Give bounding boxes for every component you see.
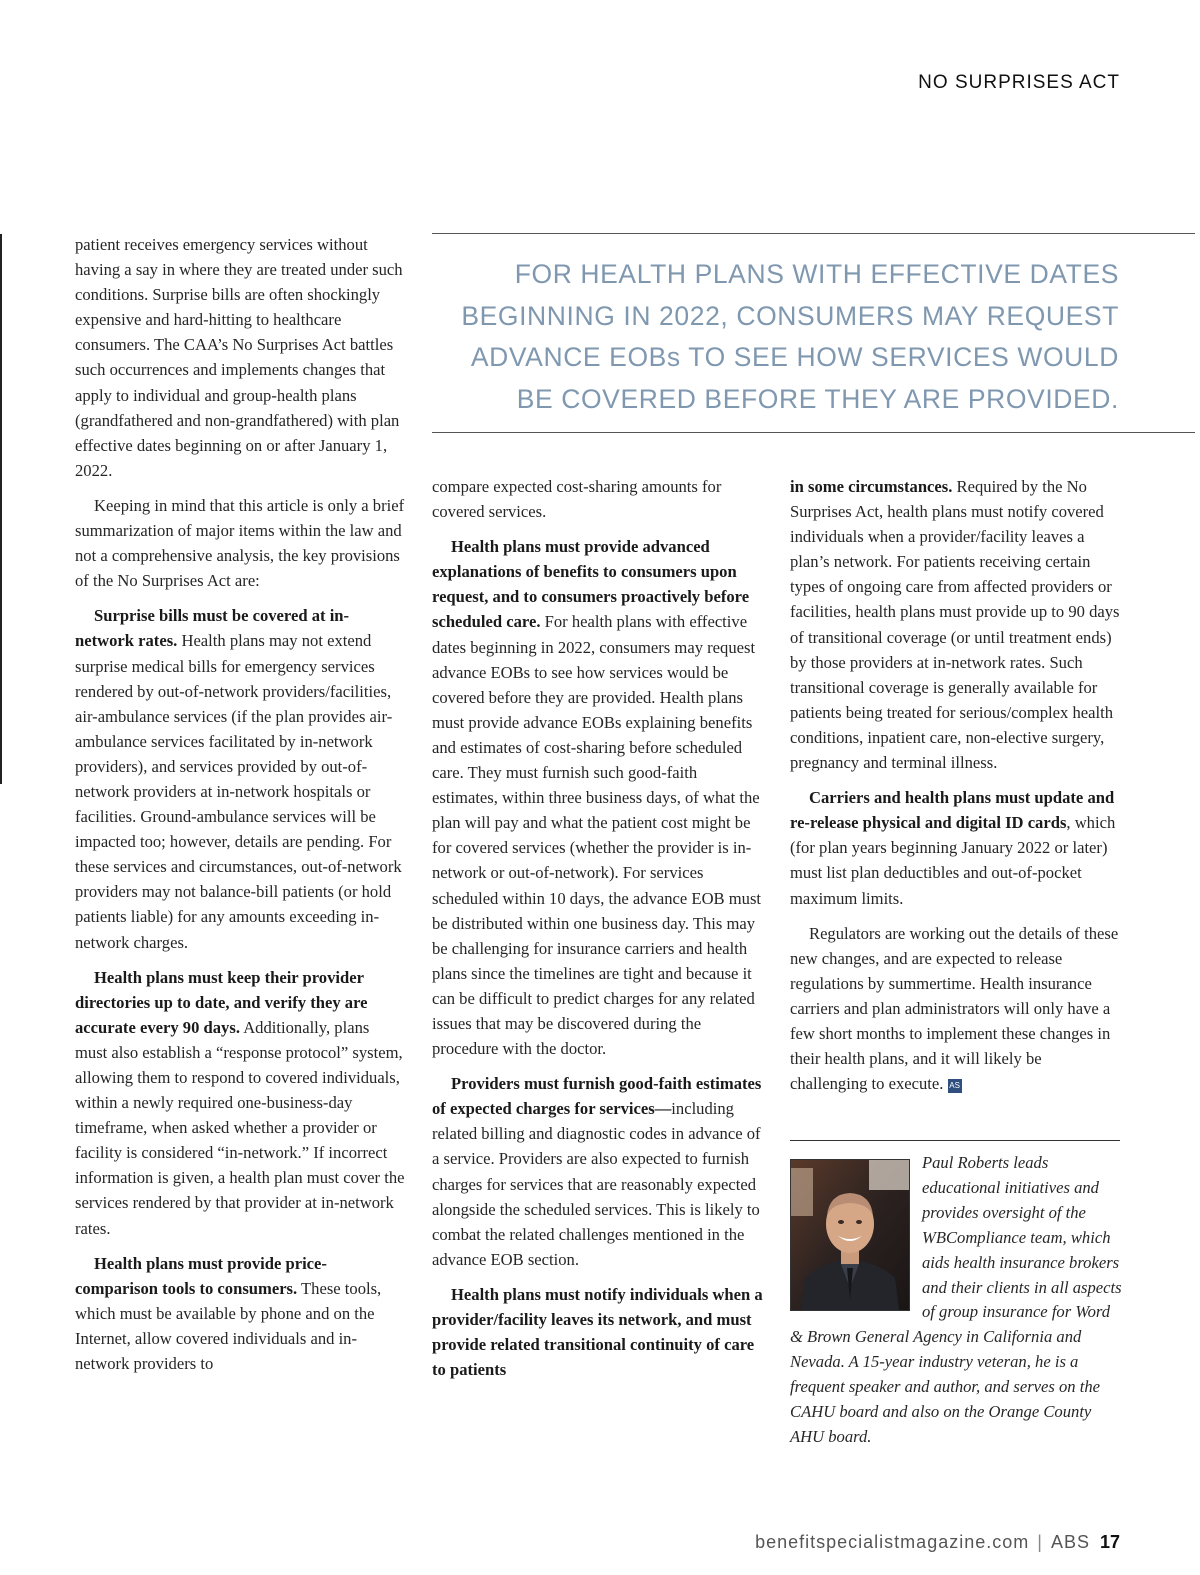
provision-text: Health plans may not extend surprise medical bills for emergency services rendered by out-of-network providers/facilities, air-ambulance services (if the plan provides air-ambulance services facilitated by in-network providers), and services provided by out-of-network providers at in-network hospitals or facilities. Ground-ambulance services will be impacted too; however, details are pending. For these services and circumstances, out-of-network providers may not balance-bill patients (or hold patients liable) for any amounts exceeding in-network charges. — [75, 631, 402, 952]
provision-heading: Health plans must provide price-comparison tools to consumers. — [75, 1253, 327, 1298]
bio-divider — [790, 1140, 1120, 1141]
paragraph — [75, 1251, 405, 1376]
provision-heading: Health plans must notify individuals when a provider/facility leaves its network, and must provide related transitional continuity of care to patients — [432, 1284, 763, 1380]
paragraph — [432, 1282, 764, 1382]
page-footer — [755, 1532, 1120, 1553]
footer-separator: | — [1037, 1532, 1043, 1552]
paragraph — [790, 474, 1122, 775]
footer-publication: ABS — [1050, 1532, 1090, 1552]
paragraph: patient receives emergency services without having a say in where they are treated under such conditions. Surprise bills are often shockingly expensive and hard-hitting to healthcare consumers. The CAA’s No Surprises Act battles such occurrences and implements changes that apply to individual and group-health plans (grandfathered and non-grandfathered) with plan effective dates beginning on or after January 1, 2022. — [75, 235, 403, 480]
paragraph — [75, 965, 405, 1241]
paragraph — [75, 603, 405, 954]
section-label: NO SURPRISES ACT — [918, 72, 1120, 93]
column-1 — [75, 232, 405, 1376]
provision-heading: Providers must furnish good-faith estimates of expected charges for services— — [432, 1074, 762, 1119]
provision-text: Required by the No Surprises Act, health plans must notify covered individuals when a provider/facility leaves a plan’s network. For patients receiving certain types of ongoing care from affected providers or facilities, health plans must provide up to 90 days of transitional coverage (or until treatment ends) by those providers at in-network rates. Such transitional coverage is generally available for patients being treated for serious/complex health conditions, inpatient care, non-elective surgery, pregnancy and terminal illness. — [790, 477, 1120, 773]
provision-heading: in some circumstances. — [790, 477, 953, 496]
footer-site: benefitspecialistmagazine.com — [755, 1532, 1030, 1552]
provision-text: Additionally, plans must also establish a “response protocol” system, allowing them to respond to covered individuals, within a newly required one-business-day timeframe, when asked whether a provider or facility is considered “in-network.” If incorrect information is given, a health plan must cover the services rendered by that provider at in-network rates. — [75, 1017, 405, 1238]
column-3 — [790, 474, 1122, 1096]
paragraph: Keeping in mind that this article is only a brief summarization of major items within the law and not a comprehensive analysis, the key provisions of the No Surprises Act are: — [75, 495, 405, 591]
photo-spacer — [790, 1151, 922, 1325]
provision-text: For health plans with effective dates beginning in 2022, consumers may request advance EOBs to see how services would be covered before they are provided. Health plans must provide advance EOBs explaining benefits and estimates of cost-sharing before scheduled care. They must furnish such good-faith estimates, within three business days, of what the plan will pay and what the patient cost might be for covered services (whether the provider is in-network or out-of-network). For services scheduled within 10 days, the advance EOB must be distributed within one business day. This may be challenging for insurance carriers and health plans since the timelines are tight and because it can be difficult to predict charges for any related issues that may be discovered during the procedure with the doctor. — [432, 612, 762, 1059]
paragraph — [432, 534, 764, 1061]
provision-heading: Carriers and health plans must update and re-release physical and digital ID cards — [790, 788, 1115, 833]
provision-text: including related billing and diagnostic codes in advance of a service. Providers are also expected to furnish charges for services that are reasonably expected alongside the scheduled services. This is likely to combat the related challenges mentioned in the advance EOB section. — [432, 1099, 761, 1269]
conclusion-text: Regulators are working out the details of these new changes, and are expected to release regulations by summertime. Health insurance carriers and plan administrators will only have a few short months to implement these changes in their health plans, and it will likely be challenging to execute. — [790, 923, 1119, 1094]
pull-quote — [432, 233, 1195, 433]
paragraph — [432, 1071, 764, 1272]
paragraph: compare expected cost-sharing amounts for covered services. — [432, 477, 722, 522]
provision-text: These tools, which must be available by phone and on the Internet, allow covered individuals and in-network providers to — [75, 1278, 382, 1374]
provision-text: , which (for plan years beginning January 2022 or later) must list plan deductibles and out-of-pocket maximum limits. — [790, 813, 1116, 908]
paragraph — [790, 785, 1122, 910]
provision-heading: Health plans must provide advanced explanations of benefits to consumers upon request, and to consumers proactively before scheduled care. — [432, 537, 750, 632]
provision-heading: Health plans must keep their provider directories up to date, and verify they are accurate every 90 days. — [75, 967, 368, 1037]
column-2 — [432, 474, 764, 1382]
end-mark-icon: AS — [948, 1079, 962, 1093]
page-number: 17 — [1099, 1532, 1120, 1552]
author-bio-text: Paul Roberts leads educational initiatives and provides oversight of the WBCompliance team, which aids health insurance brokers and their clients in all aspects of group insurance for Word & Brown General Agency in California and Nevada. A 15-year industry veteran, he is a frequent speaker and author, and serves on the CAHU board and also on the Orange County AHU board. — [790, 1153, 1122, 1446]
provision-heading: Surprise bills must be covered at in-network rates. — [75, 606, 350, 651]
paragraph — [790, 921, 1122, 1097]
pull-quote-text: FOR HEALTH PLANS WITH EFFECTIVE DATES BEGINNING IN 2022, CONSUMERS MAY REQUEST ADVANCE EOBs TO SEE HOW SERVICES WOULD BE COVERED BEFORE THEY ARE PROVIDED. — [461, 259, 1119, 414]
author-bio — [790, 1151, 1122, 1450]
left-margin-rule — [0, 234, 2, 784]
